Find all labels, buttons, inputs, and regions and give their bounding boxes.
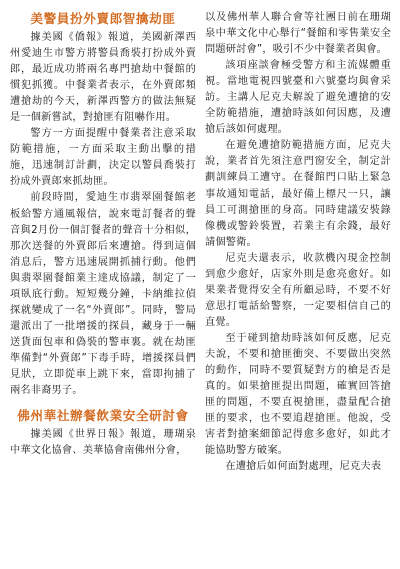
article2-paragraph: 在避免遭搶防範措施方面，尼克夫說，業者首先須注意門窗安全，制定計劃訓練員工遭守。在餐館門口貼上緊急事故通知電話，最好備上標尺一只，讓員工可測搶匪的身高。同時建議安裝錄像機或警鈴裝置，若業主有余錢，最好請個警衛。 [205,140,391,248]
left-column [10,10,196,569]
article1-paragraph: 前段時間，愛迪生市翡翠園餐館老板給警方通風報信，說來電訂餐者的聲音與2月份一個訂餐者的聲音十分相似，那次送餐的外賣郎后來遭搶。得到這個消息后，警方迅速展開抓捕行動。他們與翡翠園餐館業主達成協議，制定了一項臥底行動。短短幾分鐘，卡納維拉偵探就變成了一名“外賣郎”。同時，警局還派出了一批增援的探員，藏身于一輛送貨面包車和偽裝的警車裏。就在劫匪準備對“外賣郎”下毒手時，增援探員們見狀，立即從車上跳下來，當即拘捕了兩名非裔男子。 [10,192,196,397]
article1-paragraph: 據美國《僑報》報道，美國新澤西州愛迪生市警方將警員喬裝打扮成外賣郎，最近成功將兩名專門搶劫中餐館的慣犯抓獲。中餐業者表示，在外賣郎頻遭搶劫的今天，新澤西警方的做法無疑是一個新嘗試，對搶匪有阻嚇作用。 [10,32,196,124]
article2-continuation: 以及佛州華人聯合會等社團日前在珊瑚泉中華文化中心舉行“餐館和零售業安全問題研討會”，吸引不少中餐業者與會。 [205,12,391,56]
article2-headline: 佛州華社辦餐飲業安全研討會 [17,408,189,424]
article1-paragraph: 警方一方面提醒中餐業者注意采取防範措施，一方面采取主動出擊的措施，迅速制訂計劃，決定以警員喬裝打扮成外賣郎來抓劫匪。 [10,128,196,188]
article2-paragraph: 該項座談會極受警方和主流媒體重視。當地電視四號臺和六號臺均與會采訪。主講人尼克夫解說了避免遭搶的安全防範措施，遭搶時該如何因應，及遭搶后該如何處理。 [205,60,391,136]
article2-paragraph: 至于碰到搶劫時該如何反應，尼克夫說，不要和搶匪衝突、不要做出突然的動作，同時不要質疑對方的槍是否是真的。如果搶匪提出問題，確實回答搶匪的問題，不要直視搶匪，盡量配合搶匪的要求，也不要追趕搶匪。他說，受害者對搶案細節記得愈多愈好，如此才能協助警方破案。 [205,332,391,457]
right-column [205,10,391,569]
article2-paragraph: 尼克夫還表示，收款機內現金控制到愈少愈好，店家外則是愈亮愈好。如果業者覺得安全有所顧忌時，不要不好意思打電話給警察，一定要相信自己的直覺。 [205,252,391,328]
article2-paragraph: 在遭搶后如何面對處理，尼克夫表 [225,461,382,473]
article1-headline: 美警員扮外賣郎智擒劫匪 [30,11,176,26]
article2-paragraph: 據美國《世界日報》報道，珊瑚泉中華文化協會、美華協會南佛州分會， [10,429,196,457]
